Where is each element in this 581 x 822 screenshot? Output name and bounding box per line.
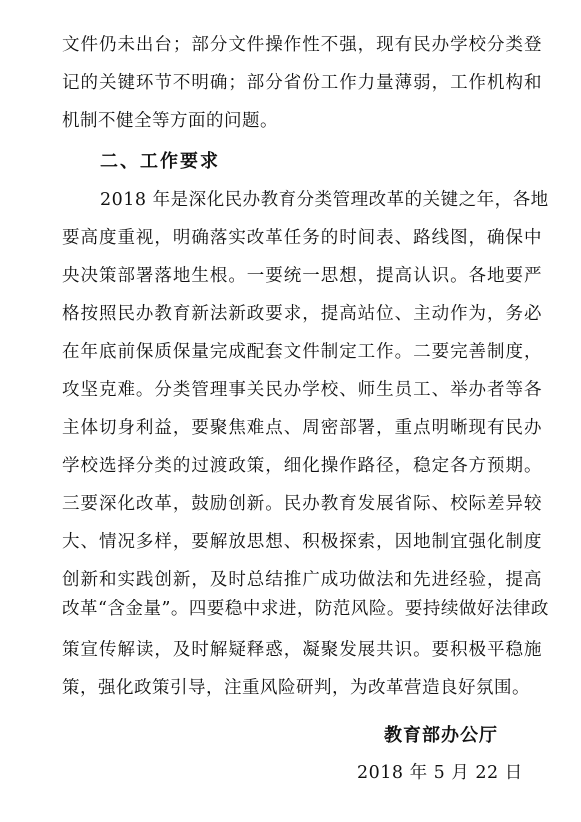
paragraph-line: 策宣传解读，及时解疑释惑，凝聚发展共识。要积极平稳施 [62, 640, 542, 660]
paragraph-line: 策，强化政策引导，注重风险研判，为改革营造良好氛围。 [62, 678, 530, 698]
paragraph-line: 在年底前保质保量完成配套文件制定工作。二要完善制度， [62, 342, 542, 362]
paragraph-line: 文件仍未出台；部分文件操作性不强，现有民办学校分类登 [62, 35, 542, 55]
paragraph-line: 攻坚克难。分类管理事关民办学校、师生员工、举办者等各 [62, 380, 542, 400]
paragraph-line: 机制不健全等方面的问题。 [62, 111, 278, 131]
paragraph-line: 央决策部署落地生根。一要统一思想，提高认识。各地要严 [62, 266, 542, 286]
issuer-signature: 教育部办公厅 [384, 725, 498, 746]
paragraph-line: 创新和实践创新，及时总结推广成功做法和先进经验，提高 [62, 570, 542, 590]
paragraph-line: 要高度重视，明确落实改革任务的时间表、路线图，确保中 [62, 228, 542, 248]
paragraph-line: 三要深化改革，鼓励创新。民办教育发展省际、校际差异较 [62, 494, 542, 514]
issue-date: 2018 年 5 月 22 日 [357, 763, 523, 783]
paragraph-line: 学校选择分类的过渡政策，细化操作路径，稳定各方预期。 [62, 456, 542, 476]
paragraph-line: 记的关键环节不明确；部分省份工作力量薄弱，工作机构和 [62, 73, 542, 93]
section-heading: 二、工作要求 [100, 151, 220, 172]
paragraph-line: 2018 年是深化民办教育分类管理改革的关键之年，各地 [100, 190, 549, 210]
paragraph-line: 格按照民办教育新法新政要求，提高站位、主动作为，务必 [62, 304, 542, 324]
paragraph-line: 改革“含金量”。四要稳中求进，防范风险。要持续做好法律政 [62, 599, 549, 619]
paragraph-line: 大、情况多样，要解放思想、积极探索，因地制宜强化制度 [62, 532, 542, 552]
paragraph-line: 主体切身利益，要聚焦难点、周密部署，重点明晰现有民办 [62, 418, 542, 438]
